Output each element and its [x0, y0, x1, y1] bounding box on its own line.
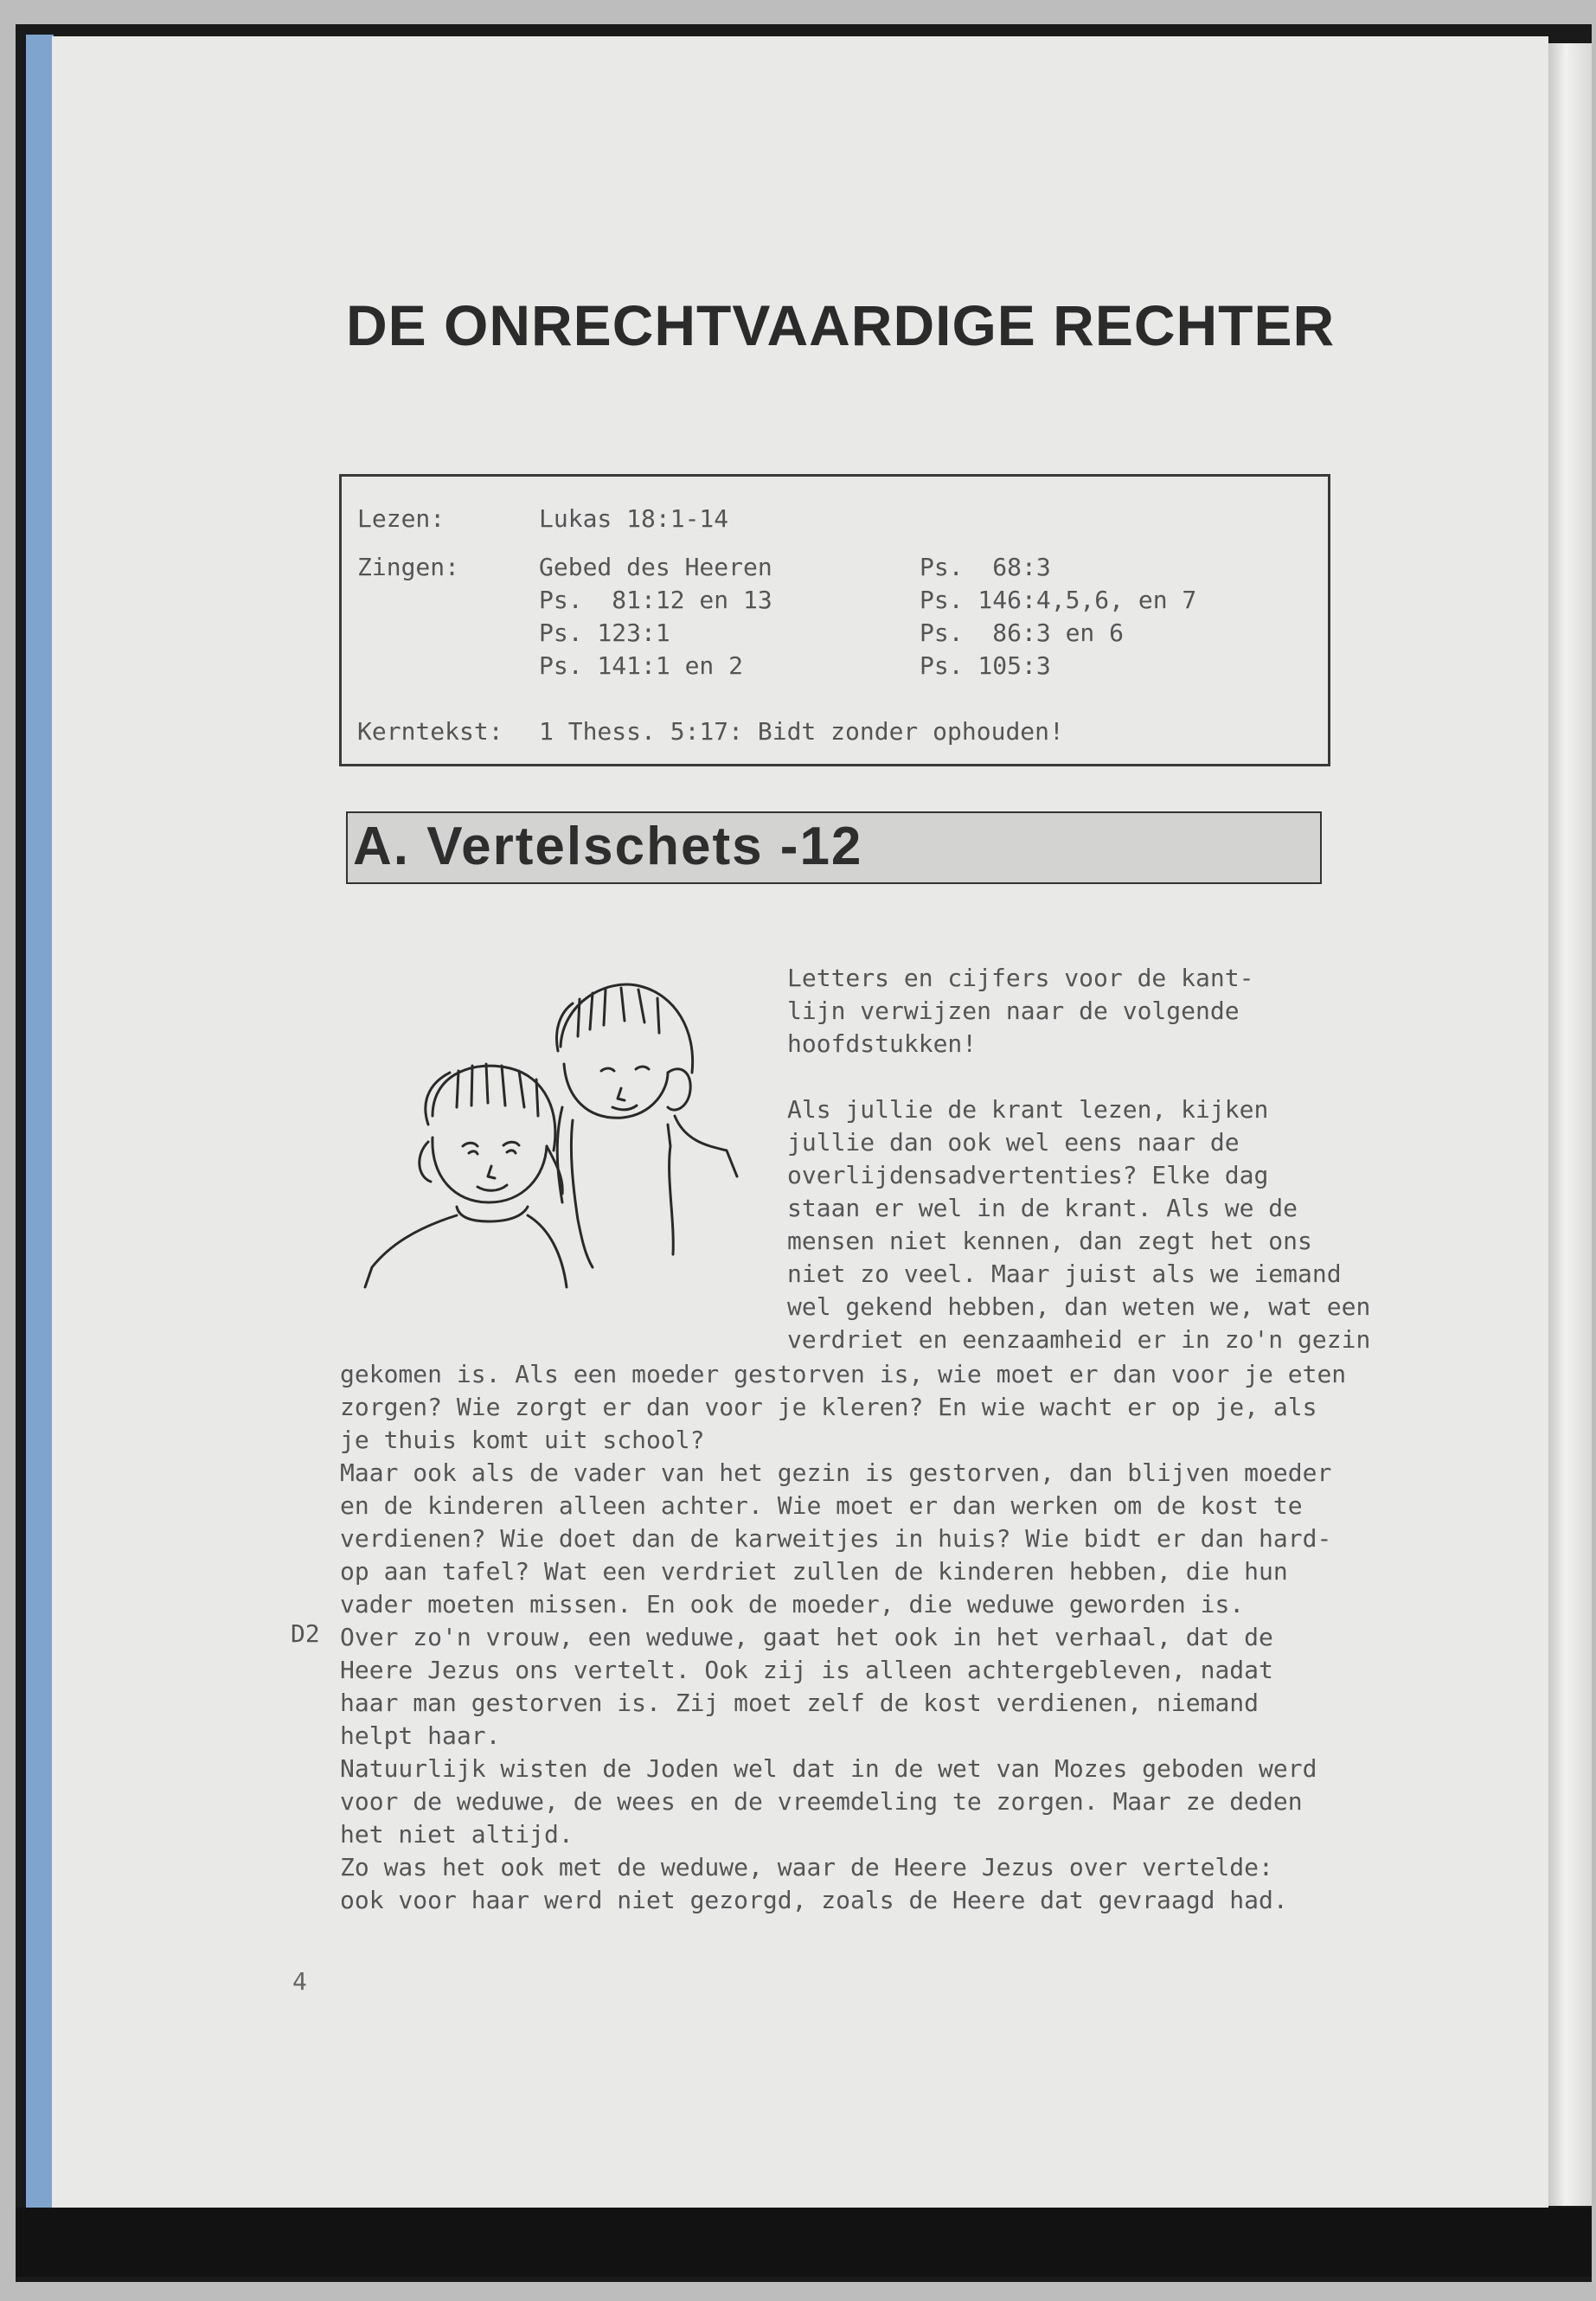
body-line-1: gekomen is. Als een moeder gestorven is, wie moet er dan voor je eten — [340, 1360, 1347, 1388]
two-girls-illustration — [346, 969, 753, 1289]
body-line-17: ook voor haar werd niet gezorgd, zoals de Heere dat gevraagd had. — [340, 1886, 1288, 1914]
intro-line-3: hoofdstukken! — [787, 1029, 977, 1058]
narrow-line-8: verdriet en eenzaamheid er in zo'n gezin — [787, 1325, 1371, 1354]
body-line-8: vader moeten missen. En ook de moeder, die weduwe geworden is. — [340, 1590, 1245, 1618]
page-right-edge — [1548, 43, 1592, 2206]
intro-line-2: lijn verwijzen naar de volgende — [787, 997, 1240, 1025]
kerntekst-value: 1 Thess. 5:17: Bidt zonder ophouden! — [539, 717, 1064, 746]
intro-line-1: Letters en cijfers voor de kant- — [787, 964, 1254, 992]
zingen-right-3: Ps. 86:3 en 6 — [920, 619, 1125, 647]
body-line-16: Zo was het ook met de weduwe, waar de Heere Jezus over vertelde: — [340, 1853, 1273, 1881]
body-line-3: je thuis komt uit school? — [340, 1426, 705, 1454]
body-line-4: Maar ook als de vader van het gezin is gestorven, dan blijven moeder — [340, 1458, 1332, 1487]
zingen-left-3: Ps. 123:1 — [539, 619, 670, 647]
zingen-right-2: Ps. 146:4,5,6, en 7 — [920, 586, 1197, 614]
zingen-left-1: Gebed des Heeren — [539, 553, 772, 581]
scan-bottom-edge — [16, 2208, 1592, 2277]
narrow-line-2: jullie dan ook wel eens naar de — [787, 1128, 1240, 1157]
page-number: 4 — [292, 1967, 307, 1996]
body-line-9: Over zo'n vrouw, een weduwe, gaat het ook in het verhaal, dat de — [340, 1623, 1273, 1651]
narrow-line-4: staan er wel in de krant. Als we de — [787, 1194, 1298, 1222]
body-line-7: op aan tafel? Wat een verdriet zullen de kinderen hebben, die hun — [340, 1557, 1288, 1586]
body-line-13: Natuurlijk wisten de Joden wel dat in de wet van Mozes geboden werd — [340, 1754, 1317, 1783]
section-heading: A. Vertelschets -12 — [353, 817, 863, 876]
narrow-line-5: mensen niet kennen, dan zegt het ons — [787, 1227, 1312, 1255]
zingen-left-2: Ps. 81:12 en 13 — [539, 586, 772, 614]
lezen-value: Lukas 18:1-14 — [539, 504, 729, 533]
book-spine-edge — [26, 35, 54, 2210]
body-line-15: het niet altijd. — [340, 1820, 574, 1849]
body-line-11: haar man gestorven is. Zij moet zelf de kost verdienen, niemand — [340, 1689, 1259, 1717]
body-line-5: en de kinderen alleen achter. Wie moet er dan werken om de kost te — [340, 1491, 1303, 1520]
body-line-6: verdienen? Wie doet dan de karweitjes in huis? Wie bidt er dan hard- — [340, 1524, 1332, 1553]
body-line-12: helpt haar. — [340, 1721, 501, 1750]
body-line-2: zorgen? Wie zorgt er dan voor je kleren? En wie wacht er op je, als — [340, 1393, 1317, 1421]
zingen-label: Zingen: — [357, 553, 460, 581]
narrow-line-6: niet zo veel. Maar juist als we iemand — [787, 1259, 1342, 1288]
lezen-label: Lezen: — [357, 504, 445, 533]
zingen-left-4: Ps. 141:1 en 2 — [539, 651, 744, 680]
body-line-14: voor de weduwe, de wees en de vreemdeling te zorgen. Maar ze deden — [340, 1787, 1303, 1816]
zingen-right-1: Ps. 68:3 — [920, 553, 1051, 581]
section-header-box — [346, 811, 1322, 884]
zingen-right-4: Ps. 105:3 — [920, 651, 1051, 680]
page-title: DE ONRECHTVAARDIGE RECHTER — [346, 293, 1336, 357]
narrow-line-1: Als jullie de krant lezen, kijken — [787, 1095, 1269, 1124]
kerntekst-label: Kerntekst: — [357, 717, 503, 746]
margin-reference: D2 — [291, 1619, 320, 1648]
reading-info-box — [339, 474, 1330, 766]
body-line-10: Heere Jezus ons vertelt. Ook zij is alleen achtergebleven, nadat — [340, 1656, 1273, 1684]
narrow-line-7: wel gekend hebben, dan weten we, wat een — [787, 1292, 1371, 1321]
narrow-line-3: overlijdensadvertenties? Elke dag — [787, 1161, 1269, 1189]
